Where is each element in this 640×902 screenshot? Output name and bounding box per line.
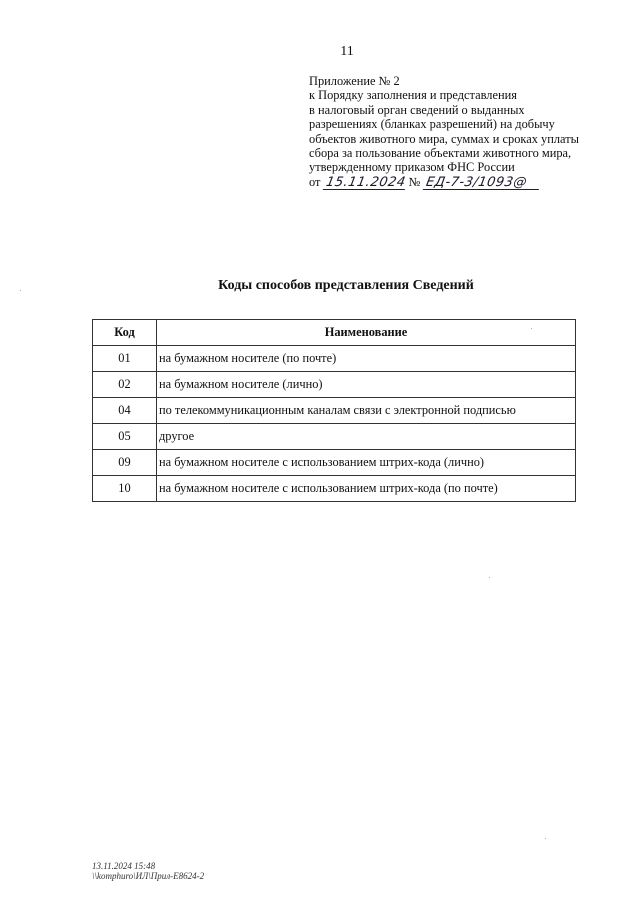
handwritten-order-number: ЕД-7-3/1093@	[422, 176, 540, 190]
scan-speck	[20, 290, 21, 291]
from-label: от	[309, 174, 321, 189]
section-title: Коды способов представления Сведений	[218, 278, 474, 293]
number-label: №	[408, 174, 421, 189]
table-row	[93, 346, 576, 372]
order-reference-line	[309, 175, 609, 190]
appendix-line: Приложение № 2	[309, 74, 400, 88]
row-name: на бумажном носителе с использованием штрих-кода (по почте)	[157, 476, 576, 502]
row-name: по телекоммуникационным каналам связи с электронной подписью	[157, 398, 576, 424]
appendix-line: в налоговый орган сведений о выданных	[309, 102, 525, 117]
footer-file-path: \\komphuro\ИЛ\Прил-Е8624-2	[92, 871, 205, 881]
row-code: 09	[93, 450, 157, 476]
codes-table	[92, 319, 576, 502]
scan-speck	[545, 838, 546, 839]
scan-speck	[489, 577, 490, 578]
row-name: на бумажном носителе (лично)	[157, 372, 576, 398]
table-row	[93, 476, 576, 502]
header-name: Наименование	[157, 320, 576, 346]
header-code: Код	[93, 320, 157, 346]
table-header-row	[93, 320, 576, 346]
row-name: на бумажном носителе с использованием штрих-кода (лично)	[157, 450, 576, 476]
row-code: 10	[93, 476, 157, 502]
table-row	[93, 372, 576, 398]
row-name: другое	[157, 424, 576, 450]
appendix-line: сбора за пользование объектами животного мира,	[309, 146, 572, 161]
table-row	[93, 398, 576, 424]
appendix-line: утвержденному приказом ФНС России	[309, 160, 515, 175]
appendix-header	[309, 74, 609, 190]
row-code: 05	[93, 424, 157, 450]
scan-speck	[531, 328, 532, 329]
appendix-line: к Порядку заполнения и представления	[309, 88, 517, 103]
handwritten-date: 15.11.2024	[324, 174, 407, 190]
table-row	[93, 424, 576, 450]
row-name: на бумажном носителе (по почте)	[157, 346, 576, 372]
row-code: 04	[93, 398, 157, 424]
footer-stamp	[92, 861, 204, 881]
table-row	[93, 450, 576, 476]
footer-timestamp: 13.11.2024 15:48	[92, 861, 156, 871]
row-code: 01	[93, 346, 157, 372]
appendix-line: объектов животного мира, суммах и сроках уплаты	[309, 131, 579, 146]
page-number: 11	[340, 44, 354, 59]
row-code: 02	[93, 372, 157, 398]
appendix-line: разрешениях (бланках разрешений) на добычу	[309, 117, 555, 132]
